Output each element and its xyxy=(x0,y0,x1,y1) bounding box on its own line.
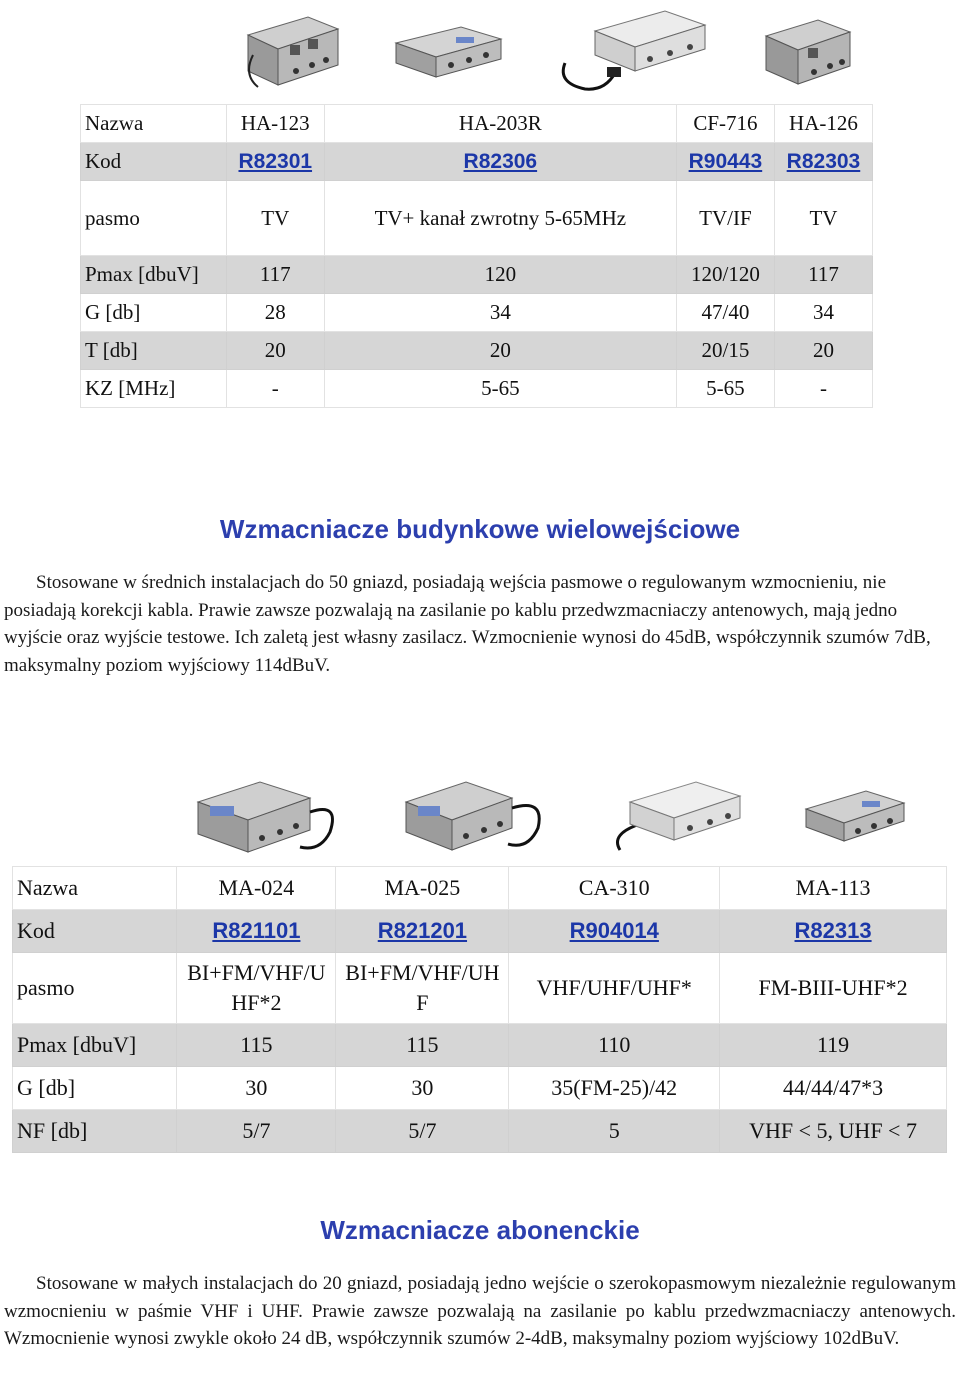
value-cell: 47/40 xyxy=(676,294,774,332)
value-cell: 5-65 xyxy=(676,370,774,408)
pasmo-cell: TV xyxy=(774,181,872,256)
table-row xyxy=(81,256,873,294)
value-cell: 120 xyxy=(324,256,676,294)
top-device-images xyxy=(238,0,858,95)
table-row xyxy=(81,105,873,143)
product-code-link[interactable]: R821101 xyxy=(212,918,301,943)
section-description-subscriber-amplifiers: Stosowane w małych instalacjach do 20 gniazd, posiadają jedno wejście o szerokopasmowym niezależnie regulowanym wzmocnieniu w paśmie VHF i UHF. Prawie zawsze pozwalają na zasilanie po kablu przedwzmacniaczy antenowych. Wzmocnienie wynosi zwykle około 24 dB, współczynnik szumów 2-4dB, maksymalny poziom wyjściowy 102dBuV. xyxy=(4,1273,956,1349)
pasmo-cell: FM-BIII-UHF*2 xyxy=(720,953,947,1024)
table-row xyxy=(13,1067,947,1110)
pasmo-label: pasmo xyxy=(81,181,227,256)
row-label: KZ [MHz] xyxy=(81,370,227,408)
kod-cell xyxy=(226,143,324,181)
pasmo-cell: BI+FM/VHF/UHF xyxy=(336,953,509,1024)
value-cell: 34 xyxy=(774,294,872,332)
value-cell: 5-65 xyxy=(324,370,676,408)
product-code-link[interactable]: R82313 xyxy=(794,918,872,943)
value-cell: 28 xyxy=(226,294,324,332)
table-row xyxy=(13,1110,947,1153)
product-code-link[interactable]: R82301 xyxy=(238,150,313,173)
section-title-building-amplifiers: Wzmacniacze budynkowe wielowejściowe xyxy=(219,514,741,544)
kod-cell xyxy=(676,143,774,181)
kod-cell xyxy=(336,910,509,953)
row-label: NF [db] xyxy=(13,1110,177,1153)
table-row xyxy=(81,332,873,370)
device-image-ca310 xyxy=(600,774,750,854)
value-cell: 30 xyxy=(177,1067,336,1110)
value-cell: 115 xyxy=(177,1024,336,1067)
kod-cell xyxy=(177,910,336,953)
kod-label: Kod xyxy=(81,143,227,181)
kod-cell xyxy=(774,143,872,181)
amplifier-spec-table-1 xyxy=(80,104,873,408)
table-row xyxy=(13,910,947,953)
pasmo-cell: VHF/UHF/UHF* xyxy=(509,953,720,1024)
value-cell: 110 xyxy=(509,1024,720,1067)
section-description-building-amplifiers: Stosowane w średnich instalacjach do 50 gniazd, posiadają wejścia pasmowe o regulowanym wzmocnieniu, nie posiadają korekcji kabla. Prawie zawsze pozwalają na zasilanie po kablu przedwzmacniaczy antenowych, mają jedno wyjście oraz wyjście testowe. Ich zaletą jest własny zasilacz. Wzmocnienie wynosi do 45dB, współczynnik szumów 7dB, maksymalny poziom wyjściowy 114dBuV. xyxy=(4,572,931,676)
table-row xyxy=(13,1024,947,1067)
value-cell: 5/7 xyxy=(336,1110,509,1153)
header-cell: MA-025 xyxy=(336,867,509,910)
device-image-ma024 xyxy=(190,772,350,857)
kod-label: Kod xyxy=(13,910,177,953)
product-code-link[interactable]: R821201 xyxy=(377,918,468,943)
value-cell: 5/7 xyxy=(177,1110,336,1153)
value-cell: 20 xyxy=(226,332,324,370)
value-cell: 20 xyxy=(774,332,872,370)
device-image-ha126 xyxy=(758,8,858,88)
value-cell: 35(FM-25)/42 xyxy=(509,1067,720,1110)
device-image-ma113 xyxy=(800,779,910,849)
value-cell: 34 xyxy=(324,294,676,332)
value-cell: 117 xyxy=(774,256,872,294)
value-cell: 20/15 xyxy=(676,332,774,370)
value-cell: - xyxy=(226,370,324,408)
header-cell: HA-123 xyxy=(226,105,324,143)
value-cell: 119 xyxy=(720,1024,947,1067)
value-cell: 44/44/47*3 xyxy=(720,1067,947,1110)
table-row xyxy=(81,181,873,256)
pasmo-cell: TV xyxy=(226,181,324,256)
middle-device-images xyxy=(190,768,910,860)
table-row xyxy=(81,370,873,408)
row-label: G [db] xyxy=(13,1067,177,1110)
kod-cell xyxy=(509,910,720,953)
device-image-ha203r xyxy=(391,13,511,83)
pasmo-cell: TV/IF xyxy=(676,181,774,256)
pasmo-cell: TV+ kanał zwrotny 5-65MHz xyxy=(324,181,676,256)
kod-cell xyxy=(720,910,947,953)
value-cell: 30 xyxy=(336,1067,509,1110)
value-cell: 120/120 xyxy=(676,256,774,294)
device-image-ha123 xyxy=(238,5,348,90)
table-row xyxy=(81,294,873,332)
header-label: Nazwa xyxy=(13,867,177,910)
header-cell: MA-024 xyxy=(177,867,336,910)
device-image-ma025 xyxy=(400,772,550,857)
product-code-link[interactable]: R82306 xyxy=(463,150,538,173)
row-label: T [db] xyxy=(81,332,227,370)
table-row xyxy=(13,867,947,910)
value-cell: 117 xyxy=(226,256,324,294)
header-cell: MA-113 xyxy=(720,867,947,910)
table-row xyxy=(13,953,947,1024)
kod-cell xyxy=(324,143,676,181)
header-cell: HA-126 xyxy=(774,105,872,143)
value-cell: 5 xyxy=(509,1110,720,1153)
row-label: G [db] xyxy=(81,294,227,332)
value-cell: 20 xyxy=(324,332,676,370)
pasmo-label: pasmo xyxy=(13,953,177,1024)
header-cell: HA-203R xyxy=(324,105,676,143)
pasmo-cell: BI+FM/VHF/UHF*2 xyxy=(177,953,336,1024)
header-cell: CF-716 xyxy=(676,105,774,143)
row-label: Pmax [dbuV] xyxy=(81,256,227,294)
value-cell: - xyxy=(774,370,872,408)
section-title-subscriber-amplifiers: Wzmacniacze abonenckie xyxy=(320,1215,640,1245)
value-cell: 115 xyxy=(336,1024,509,1067)
row-label: Pmax [dbuV] xyxy=(13,1024,177,1067)
product-code-link[interactable]: R90443 xyxy=(688,150,763,173)
device-image-cf716 xyxy=(555,3,715,93)
product-code-link[interactable]: R82303 xyxy=(786,150,861,173)
product-code-link[interactable]: R904014 xyxy=(569,918,659,943)
value-cell: VHF < 5, UHF < 7 xyxy=(720,1110,947,1153)
header-label: Nazwa xyxy=(81,105,227,143)
header-cell: CA-310 xyxy=(509,867,720,910)
table-row xyxy=(81,143,873,181)
amplifier-spec-table-2 xyxy=(12,866,947,1153)
